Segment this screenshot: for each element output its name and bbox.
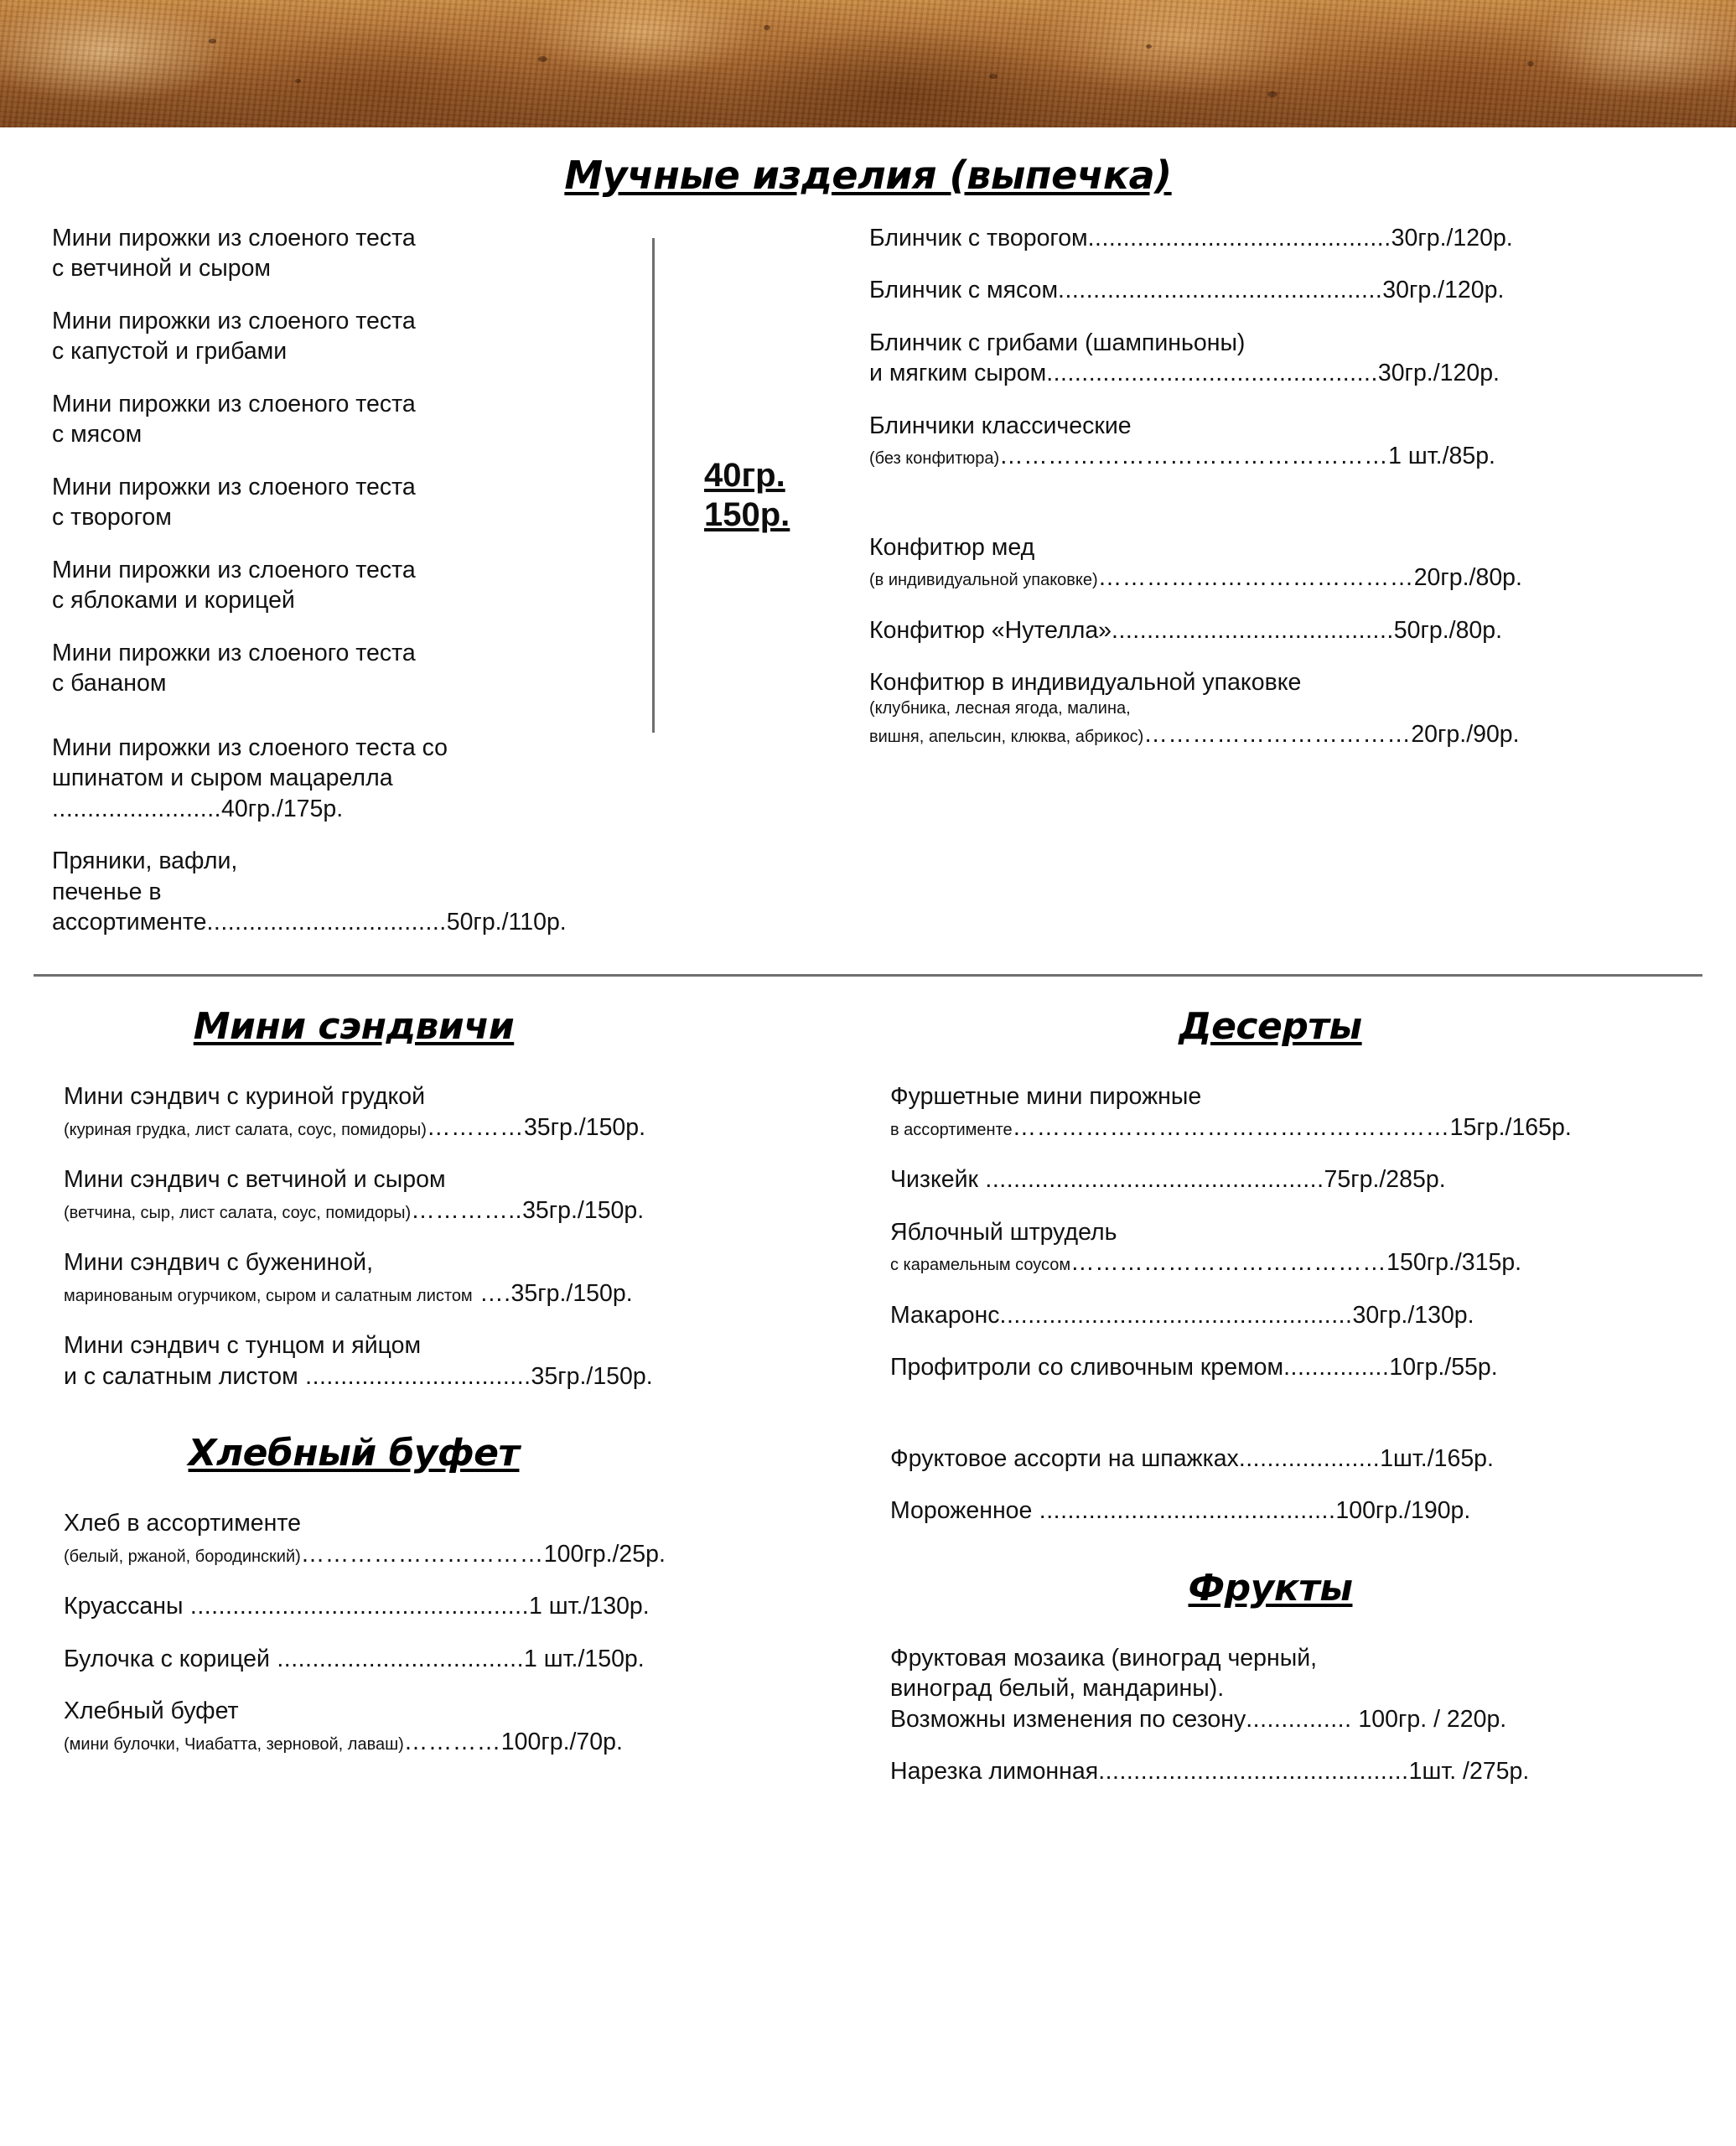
item-name-line2: с мясом [52,421,143,448]
spacer [869,494,1684,532]
menu-item [869,411,1684,472]
item-name: Мини пирожки из слоеного теста [52,639,416,666]
item-name: Мини пирожки из слоеного теста [52,473,416,500]
item-name: Хлеб в ассортименте [64,1510,301,1537]
menu-item [52,846,639,937]
leader-dots: ................................... [269,1645,525,1672]
item-line [64,1644,857,1674]
bread-buffet-heading: Хлебный буфет [188,1432,520,1475]
sandwiches-and-bread-column [52,977,857,1808]
bakery-left-column [52,205,639,959]
item-name: Мини сэндвич с куриной грудкой [64,1083,426,1111]
leader-dots: ............... [1283,1354,1390,1381]
bakery-group-price-column [639,205,852,959]
item-line [890,1300,1684,1330]
item-price: 100гр. / 220р. [1351,1705,1507,1733]
item-name-text: Конфитюр «Нутелла» [869,616,1112,644]
item-name: Яблочный штрудель [890,1218,1117,1246]
leader-dots: ............................................... [1046,360,1378,387]
item-name: Блинчики классические [869,412,1132,439]
item-name-text: Фруктовое ассорти на шпажках [890,1444,1239,1472]
item-line [890,1444,1684,1474]
leader-dots: .................... [1238,1444,1381,1472]
menu-item [64,1247,857,1309]
menu-item [890,1444,1684,1474]
leader-dots: ................................................ [183,1593,529,1620]
item-name-line2 [52,763,639,824]
desserts-and-fruits-column [857,977,1684,1808]
item-name: Мини пирожки из слоеного теста [52,225,416,251]
item-price: 1 шт./150р. [524,1645,645,1672]
item-name-text: Мороженное [890,1497,1033,1525]
group-price-value: 150р. [704,496,790,534]
item-sub-line [64,1539,857,1569]
item-name-line2 [64,1361,857,1392]
item-name: Пряники, вафли, [52,848,238,875]
item-price: 1шт. /275р. [1408,1758,1530,1786]
item-line [890,1756,1684,1786]
bakery-grouped-items [52,205,639,699]
menu-item [890,1217,1684,1278]
item-line [64,1591,857,1621]
group-price-weight: 40гр. [704,457,785,494]
menu-item [890,1495,1684,1526]
item-line [869,615,1684,645]
group-price [704,456,790,535]
menu-item [64,1330,857,1392]
menu-item [52,389,639,450]
leader-dots: ................................ [298,1362,531,1390]
menu-item [890,1352,1684,1382]
vertical-divider [652,238,655,733]
menu-item [890,1756,1684,1786]
item-price: 1 шт./130р. [529,1593,650,1620]
item-name-text: и мягким сыром [869,360,1047,387]
sandwiches-items [52,1048,857,1392]
menu-item [64,1508,857,1569]
menu-item [869,667,1684,750]
item-price: 35гр./150р. [523,1113,646,1141]
bread-buffet-items [52,1475,857,1757]
item-price: 50гр./80р. [1393,616,1503,644]
item-description: в ассортименте [890,1120,1013,1139]
menu-item [52,638,639,699]
item-price: 100гр./25р. [543,1540,666,1568]
menu-item [869,275,1684,305]
item-description: (белый, ржаной, бородинский) [64,1547,301,1566]
leader-dots: ................................................ [978,1166,1324,1194]
menu-item [52,555,639,616]
item-name-line2: с капустой и грибами [52,338,288,365]
item-name-text: Булочка с корицей [64,1645,270,1672]
item-price: 10гр./55р. [1389,1354,1498,1381]
item-name-line2: с ветчиной и сыром [52,255,272,283]
menu-item [52,223,639,284]
item-name-text: Блинчик с мясом [869,277,1059,304]
item-price: 100гр./70р. [500,1728,623,1755]
item-description: (без конфитюра) [869,449,1000,469]
menu-item [52,306,639,367]
menu-item [869,328,1684,389]
item-name-text: Блинчик с творогом [869,225,1088,251]
menu-item [52,733,639,824]
item-price: 75гр./285р. [1324,1166,1446,1194]
item-sub-line [869,441,1684,471]
spacer [890,1405,1684,1444]
page-title: Мучные изделия (выпечка) [564,153,1172,198]
item-name-text: Чизкейк [890,1166,979,1194]
item-sub-line [890,1247,1684,1278]
item-name-line2: с яблоками и корицей [52,587,295,614]
item-price: 35гр./150р. [531,1362,653,1390]
item-description: (ветчина, сыр, лист салата, соус, помидоры) [64,1203,412,1222]
bakery-section [0,198,1736,959]
menu-item [869,615,1684,645]
item-name: Мини пирожки из слоеного теста [52,556,416,583]
leader-dots: ………………………………… [1097,564,1414,592]
item-line [890,1352,1684,1382]
item-sub-line [64,1195,857,1226]
item-name: Мини пирожки из слоеного теста [52,390,416,417]
item-name: Мини сэндвич с тунцом и яйцом [64,1332,422,1360]
leader-dots: ……………………………………………… [1012,1113,1450,1141]
bakery-right-column [852,205,1684,959]
item-price: 20гр./90р. [1411,721,1520,749]
item-price: 100гр./190р. [1335,1497,1471,1525]
item-sub-line [869,562,1684,593]
item-price: 20гр./80р. [1413,564,1522,592]
menu-item [64,1644,857,1674]
menu-item [890,1643,1684,1734]
item-name-text: Макаронс [890,1301,1000,1329]
item-name-line2 [52,877,639,938]
item-name-line2: виноград белый, мандарины). [890,1675,1225,1703]
item-name-text: и с салатным листом [64,1362,298,1390]
menu-item [890,1300,1684,1330]
item-description: (в индивидуальной упаковке) [869,571,1098,590]
item-description-line2: вишня, апельсин, клюква, абрикос) [869,728,1144,747]
leader-dots: …………………………… [1143,721,1412,749]
item-line [869,223,1684,253]
item-description: (куриная грудка, лист салата, соус, помидоры) [64,1120,427,1139]
leader-dots: …. [472,1279,511,1307]
item-name: Мини пирожки из слоеного теста [52,307,416,334]
item-line [890,1495,1684,1526]
menu-item [64,1081,857,1143]
menu-item [890,1081,1684,1143]
item-line [869,275,1684,305]
item-price: 30гр./130р. [1352,1301,1474,1329]
leader-dots: .............................................. [1058,277,1383,304]
item-price: 1 шт./85р. [1388,443,1495,470]
item-line [890,1164,1684,1195]
item-description: (клубника, лесная ягода, малина, [869,698,1131,718]
item-name: Мини сэндвич с бужениной, [64,1249,373,1277]
leader-dots: ………… [403,1728,501,1755]
bread-texture-banner [0,0,1736,127]
leader-dots: ........................ [52,795,222,822]
item-price: 50гр./110р. [446,908,567,936]
leader-dots: ........................................ [1112,616,1394,644]
item-price: 30гр./120р. [1382,277,1505,304]
item-name-text: Профитроли со сливочным кремом [890,1354,1284,1381]
leader-dots: ………………………………………… [999,443,1389,470]
item-name-text: печенье в ассортименте [52,878,207,936]
item-price: 30гр./120р. [1377,360,1500,387]
leader-dots: ………… [426,1113,524,1141]
leader-dots: .................................. [206,908,447,936]
item-price: 35гр./150р. [522,1196,645,1224]
item-price: 40гр./175р. [221,795,344,822]
desserts-items [890,1048,1684,1526]
menu-item [64,1164,857,1226]
item-name: Фуршетные мини пирожные [890,1083,1202,1111]
item-sub-line [890,1112,1684,1143]
item-name: Мини пирожки из слоеного теста со [52,733,448,761]
menu-item [64,1591,857,1621]
item-price: 15гр./165р. [1449,1113,1572,1141]
item-name-line2: с бананом [52,670,167,697]
leader-dots: ............................................ [1098,1758,1409,1786]
menu-item [869,532,1684,594]
menu-item [64,1696,857,1757]
item-sub-line [64,1278,857,1309]
fruits-heading: Фрукты [1188,1566,1353,1610]
leader-dots: ............... [1246,1705,1352,1733]
item-name-line2 [869,358,1684,388]
leader-dots: .................................................. [999,1301,1353,1329]
item-description: (мини булочки, Чиабатта, зерновой, лаваш) [64,1734,404,1754]
item-name: Мини сэндвич с ветчиной и сыром [64,1166,446,1194]
item-name-text: Возможны изменения по сезону [890,1705,1246,1733]
item-name-text: Круассаны [64,1593,184,1620]
item-price: 1шт./165р. [1380,1444,1494,1472]
item-description: с карамельным соусом [890,1256,1071,1275]
lower-sections [0,977,1736,1808]
fruits-items [890,1610,1684,1787]
leader-dots: ………….. [411,1196,523,1224]
item-name-line2: с творогом [52,504,172,531]
item-name: Хлебный буфет [64,1698,239,1725]
item-description: маринованым огурчиком, сыром и салатным листом [64,1286,473,1305]
leader-dots: ........................................... [1087,225,1391,251]
leader-dots: ………………………… [300,1540,544,1568]
item-name-text: Нарезка лимонная [890,1758,1099,1786]
item-sub-line [64,1112,857,1143]
item-price: 35гр./150р. [510,1279,633,1307]
item-name: Конфитюр в индивидуальной упаковке [869,669,1302,697]
menu-item [52,472,639,533]
item-price: 150гр./315р. [1386,1249,1522,1277]
item-sub-line [64,1727,857,1757]
sandwiches-heading: Мини сэндвичи [193,1005,515,1049]
menu-item [869,223,1684,253]
menu-item [890,1164,1684,1195]
item-name-line3 [890,1704,1684,1734]
leader-dots: ………………………………… [1070,1249,1387,1277]
leader-dots: .......................................... [1032,1497,1336,1525]
item-name: Блинчик с грибами (шампиньоны) [869,329,1246,356]
item-price: 30гр./120р. [1391,225,1513,251]
desserts-heading: Десерты [1179,1005,1362,1049]
item-name-text: шпинатом и сыром мацарелла [52,765,393,792]
item-name: Конфитюр мед [869,533,1035,561]
item-sub-line [869,719,1684,749]
item-name: Фруктовая мозаика (виноград черный, [890,1644,1318,1672]
